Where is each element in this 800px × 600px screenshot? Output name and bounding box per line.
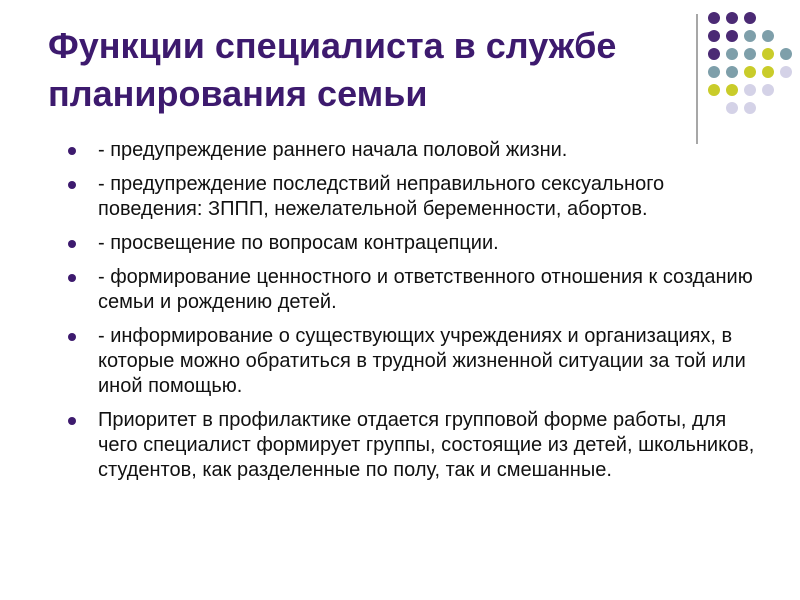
bullet-item: [68, 231, 768, 256]
bullet-item: [68, 408, 768, 483]
decorative-dot: [708, 48, 720, 60]
bullet-marker: [68, 417, 76, 425]
bullet-item: [68, 324, 768, 399]
decorative-dot: [726, 30, 738, 42]
bullet-text: - предупреждение раннего начала половой жизни.: [98, 139, 568, 161]
bullet-marker: [68, 333, 76, 341]
decorative-dot: [744, 48, 756, 60]
decorative-dot: [744, 66, 756, 78]
bullet-marker: [68, 147, 76, 155]
decorative-dot: [726, 84, 738, 96]
decorative-dot: [762, 84, 774, 96]
decorative-dot: [744, 84, 756, 96]
decorative-dot: [726, 102, 738, 114]
bullet-text: - предупреждение последствий неправильного сексуального поведения: ЗППП, нежелательной беременности, абортов.: [98, 173, 665, 220]
decorative-dot: [780, 66, 792, 78]
decorative-dot: [762, 30, 774, 42]
decorative-dot: [708, 30, 720, 42]
decorative-dot: [744, 12, 756, 24]
slide-title: Функции специалиста в службе планирования семьи: [48, 25, 617, 114]
bullet-item: [68, 138, 768, 163]
decorative-dot: [762, 66, 774, 78]
bullet-marker: [68, 274, 76, 282]
bullet-text: Приоритет в профилактике отдается групповой форме работы, для чего специалист формирует группы, состоящие из детей, школьников, студентов, как разделенные по полу, так и смешанные.: [98, 409, 755, 481]
decorative-dot: [726, 48, 738, 60]
decorative-dot: [780, 48, 792, 60]
bullet-text: - просвещение по вопросам контрацепции.: [98, 232, 499, 254]
decorative-dot: [744, 102, 756, 114]
decorative-dot-grid: [0, 0, 800, 140]
bullet-text: - информирование о существующих учреждениях и организациях, в которые можно обратиться в трудной жизненной ситуации за той или иной помощью.: [98, 325, 746, 397]
decorative-dot: [726, 12, 738, 24]
bullet-text: - формирование ценностного и ответственного отношения к созданию семьи и рождению детей.: [98, 266, 753, 313]
decorative-dot: [726, 66, 738, 78]
decorative-dot: [744, 30, 756, 42]
bullet-marker: [68, 181, 76, 189]
bullet-item: [68, 265, 768, 315]
decorative-dot: [708, 12, 720, 24]
bullet-item: [68, 172, 768, 222]
decorative-dot: [762, 48, 774, 60]
decorative-dot: [708, 66, 720, 78]
decorative-dot: [708, 84, 720, 96]
bullet-list: [68, 138, 768, 492]
bullet-marker: [68, 240, 76, 248]
